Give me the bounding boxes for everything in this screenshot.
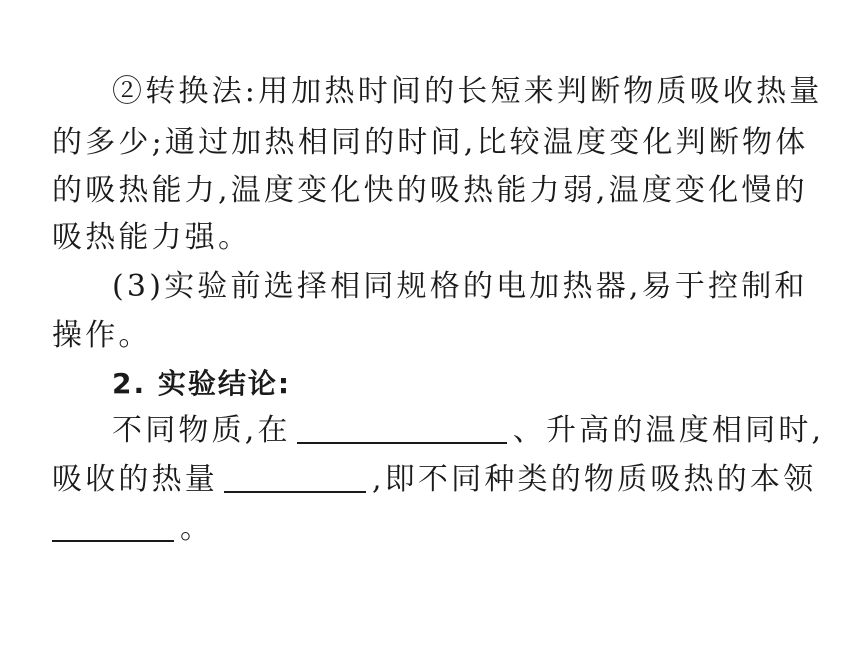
- answer-blank-1[interactable]: [297, 412, 507, 444]
- method-line-4: 吸热能力强。: [52, 220, 252, 255]
- answer-blank-3[interactable]: [52, 510, 174, 542]
- heater-line-2: 操作。: [52, 318, 152, 353]
- section-heading: 2. 实验结论:: [112, 367, 292, 400]
- method-line-1: ②转换法:用加热时间的长短来判断物质吸收热量: [112, 74, 823, 109]
- conclusion-line-2: [52, 460, 816, 500]
- answer-blank-2[interactable]: [224, 461, 366, 493]
- conclusion-text-4: ,即不同种类的物质吸热的本领: [372, 462, 817, 497]
- conclusion-text-3: 吸收的热量: [52, 462, 218, 497]
- conclusion-text-1: 不同物质,在: [112, 413, 291, 448]
- heater-line-1: (3)实验前选择相同规格的电加热器,易于控制和: [112, 269, 808, 304]
- method-line-3: 的吸热能力,温度变化快的吸热能力弱,温度变化慢的: [52, 173, 808, 208]
- conclusion-line-3: [52, 509, 213, 549]
- method-line-2: 的多少;通过加热相同的时间,比较温度变化判断物体: [52, 125, 809, 160]
- conclusion-text-5: 。: [180, 511, 214, 546]
- conclusion-text-2: 、升高的温度相同时,: [512, 413, 825, 448]
- conclusion-line-1: [112, 411, 824, 451]
